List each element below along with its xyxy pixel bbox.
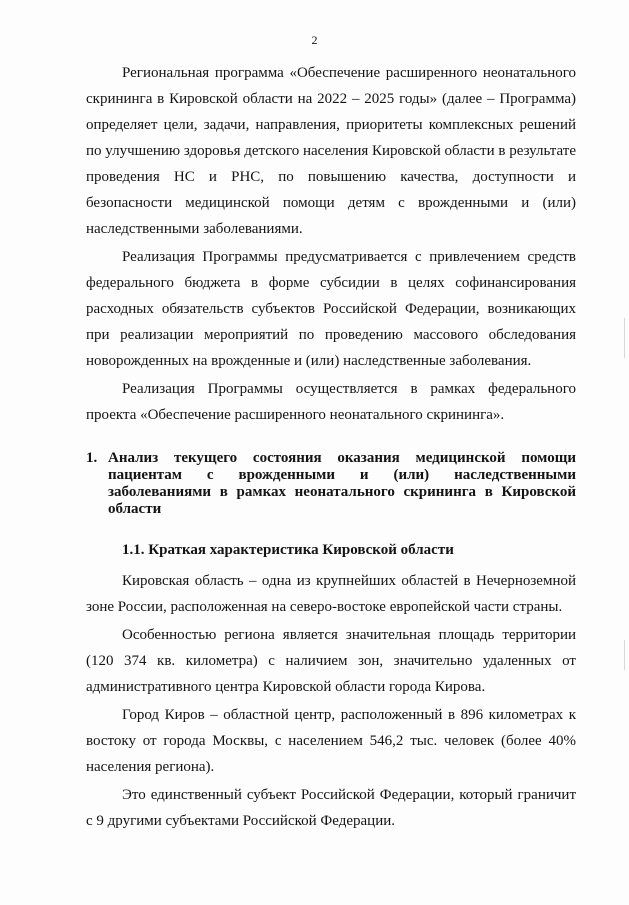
- section-heading: [50, 450, 576, 518]
- subsection-paragraph-2: Особенностью региона является значительная площадь территории (120 374 кв. километра) с наличием зон, значительно удаленных от административного центра Кировской области города Кирова.: [86, 627, 576, 695]
- scan-edge-mark: [624, 318, 625, 358]
- subsection-paragraph-4: Это единственный субъект Российской Федерации, который граничит с 9 другими субъектами Российской Федерации.: [86, 787, 576, 829]
- subsection-heading: 1.1. Краткая характеристика Кировской области: [122, 542, 454, 558]
- section-number: 1.: [86, 450, 98, 466]
- spacer: [86, 428, 576, 450]
- spacer: [86, 560, 576, 568]
- page-number: 2: [311, 33, 318, 47]
- intro-paragraph-1: Региональная программа «Обеспечение расширенного неонатального скрининга в Кировской области на 2022 – 2025 годы» (далее – Программа) определяет цели, задачи, направления, приоритеты комплексных решений по улучшению здоровья детского населения Кировской области в результате проведения НС и РНС, по повышению качества, доступности и безопасности медицинской помощи детям с врожденными и (или) наследственными заболеваниями.: [86, 65, 576, 237]
- document-body: [86, 60, 576, 834]
- spacer: [86, 518, 576, 540]
- scan-edge-mark: [624, 640, 625, 670]
- subsection-paragraph-1: Кировская область – одна из крупнейших областей в Нечерноземной зоне России, расположенная на северо-востоке европейской части страны.: [86, 573, 576, 615]
- intro-paragraph-3: Реализация Программы осуществляется в рамках федерального проекта «Обеспечение расширенного неонатального скрининга».: [86, 381, 576, 423]
- subsection-paragraph-3: Город Киров – областной центр, расположенный в 896 километрах к востоку от города Москвы, с населением 546,2 тыс. человек (более 40% населения региона).: [86, 707, 576, 775]
- intro-paragraph-2: Реализация Программы предусматривается с привлечением средств федерального бюджета в форме субсидии в целях софинансирования расходных обязательств субъектов Российской Федерации, возникающих при реализации мероприятий по проведению массового обследования новорожденных на врожденные и (или) наследственные заболевания.: [86, 249, 576, 369]
- section-title: Анализ текущего состояния оказания медицинской помощи пациентам с врожденными и (или) наследственными заболеваниями в рамках неонатального скрининга в Кировской области: [108, 450, 576, 517]
